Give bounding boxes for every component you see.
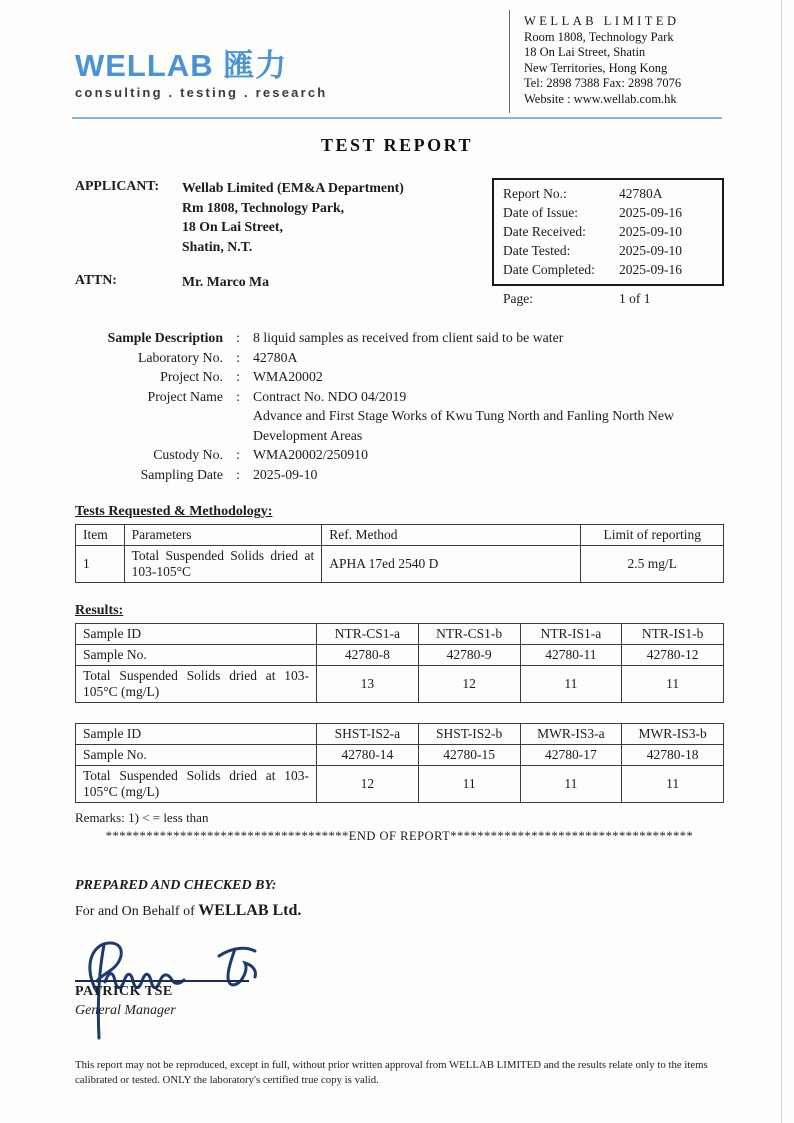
applicant-line: Shatin, N.T. <box>182 238 253 254</box>
tests-table <box>75 524 724 583</box>
tss-parameter-label: Total Suspended Solids dried at 103-105°C (mg/L) <box>76 766 317 803</box>
sample-id-label: Sample ID <box>76 724 317 745</box>
date-tested-value: 2025-09-10 <box>619 243 682 258</box>
colon: : <box>236 330 240 345</box>
continuation-label <box>75 406 223 445</box>
tss-value: 11 <box>622 666 724 703</box>
sample-no-label: Sample No. <box>76 745 317 766</box>
results1-sample-no-row <box>76 645 724 666</box>
project-no-label: Project No. <box>160 369 223 384</box>
header-divider <box>72 117 722 119</box>
sample-id: NTR-CS1-a <box>317 624 419 645</box>
date-received-value: 2025-09-10 <box>619 224 682 239</box>
wellab-logo-text: WELLAB 匯力 <box>75 48 288 83</box>
sample-no: 42780-14 <box>317 745 419 766</box>
logo-tagline: consulting . testing . research <box>75 85 328 100</box>
results1-header-row <box>76 624 724 645</box>
applicant-section <box>75 178 724 308</box>
company-address-block <box>509 10 722 113</box>
colon: : <box>236 466 240 482</box>
project-no-value: WMA20002 <box>253 369 323 384</box>
tss-value: 11 <box>418 766 520 803</box>
wellab-logo <box>75 10 509 113</box>
sample-id: NTR-IS1-a <box>520 624 622 645</box>
applicant-line: Rm 1808, Technology Park, <box>182 199 345 215</box>
results2-header-row <box>76 724 724 745</box>
page-title: TEST REPORT <box>320 135 474 155</box>
signature-block <box>75 934 724 1044</box>
report-info-column <box>492 178 724 308</box>
colon: : <box>236 349 240 365</box>
laboratory-no-value: 42780A <box>253 349 298 365</box>
on-behalf-line <box>75 902 724 920</box>
sample-id: NTR-IS1-b <box>622 624 724 645</box>
applicant-line: Wellab Limited (EM&A Department) <box>182 180 404 195</box>
tests-heading: Tests Requested & Methodology: <box>75 504 273 519</box>
laboratory-no-label: Laboratory No. <box>137 349 223 365</box>
sample-no: 42780-18 <box>622 745 724 766</box>
attn-label: ATTN: <box>75 272 117 287</box>
page-header <box>0 0 794 113</box>
sample-id-label: Sample ID <box>76 624 317 645</box>
sample-no: 42780-11 <box>520 645 622 666</box>
results-table-2 <box>75 723 724 803</box>
ref-method-cell: APHA 17ed 2540 D <box>322 546 581 583</box>
signatory-name: PATRICK TSE <box>75 984 173 999</box>
footer-disclaimer: This report may not be reproduced, except in full, without prior written approval from WELLAB LIMITED and the results relate only to the items calibrated or tested. ONLY the laboratory's certified true copy is valid. <box>75 1059 708 1086</box>
company-address-line: 18 On Lai Street, Shatin <box>524 45 646 59</box>
report-no-value: 42780A <box>619 186 663 201</box>
colon <box>223 406 253 445</box>
date-received-label: Date Received: <box>503 224 586 239</box>
item-cell: 1 <box>76 546 125 583</box>
applicant-block <box>75 178 404 308</box>
colon: : <box>236 369 240 384</box>
limit-cell: 2.5 mg/L <box>581 546 724 583</box>
date-completed-label: Date Completed: <box>503 262 595 277</box>
tss-value: 11 <box>520 766 622 803</box>
attn-value: Mr. Marco Ma <box>182 274 269 289</box>
company-website-line: Website : www.wellab.com.hk <box>524 91 677 106</box>
signature-line <box>75 980 249 982</box>
company-address-line: Room 1808, Technology Park <box>524 29 674 44</box>
date-completed-value: 2025-09-16 <box>619 262 682 277</box>
page-count-row <box>492 286 724 308</box>
tss-parameter-label: Total Suspended Solids dried at 103-105°C (mg/L) <box>76 666 317 703</box>
sample-id: MWR-IS3-b <box>622 724 724 745</box>
sample-info-block <box>75 328 724 484</box>
tss-value: 11 <box>520 666 622 703</box>
results-table-1 <box>75 623 724 703</box>
sampling-date-label: Sampling Date <box>140 466 223 482</box>
sample-id: SHST-IS2-a <box>317 724 419 745</box>
tests-table-row <box>76 546 724 583</box>
col-ref-method: Ref. Method <box>322 525 581 546</box>
sample-no-label: Sample No. <box>76 645 317 666</box>
custody-no-label: Custody No. <box>153 447 223 462</box>
report-body <box>0 178 794 1044</box>
tss-value: 12 <box>317 766 419 803</box>
prepared-checked-label: PREPARED AND CHECKED BY: <box>75 878 277 893</box>
colon: : <box>236 388 240 404</box>
results2-tss-row <box>76 766 724 803</box>
project-name-value: Contract No. NDO 04/2019 <box>253 388 407 404</box>
project-name-continuation: Advance and First Stage Works of Kwu Tung North and Fanling North New Development Areas <box>253 408 674 443</box>
custody-no-value: WMA20002/250910 <box>253 447 368 462</box>
project-name-label: Project Name <box>147 388 223 404</box>
remarks: Remarks: 1) < = less than <box>75 810 209 825</box>
page-value: 1 of 1 <box>619 291 651 306</box>
applicant-address <box>182 178 404 256</box>
date-of-issue-value: 2025-09-16 <box>619 205 682 220</box>
date-tested-label: Date Tested: <box>503 243 571 258</box>
sample-no: 42780-9 <box>418 645 520 666</box>
report-no-label: Report No.: <box>503 186 567 201</box>
page-label: Page: <box>503 291 533 306</box>
col-parameters: Parameters <box>124 525 322 546</box>
end-of-report-line: ************************************END OF REPORT************************************ <box>105 829 694 843</box>
signatory-title: General Manager <box>75 1003 176 1018</box>
behalf-prefix: For and On Behalf of <box>75 904 199 919</box>
scan-edge-artifact <box>781 0 782 1123</box>
company-name-bold: WELLAB Ltd. <box>198 902 302 919</box>
company-address-line: New Territories, Hong Kong <box>524 60 668 75</box>
parameter-cell: Total Suspended Solids dried at 103-105°C <box>124 546 322 583</box>
tests-table-header-row <box>76 525 724 546</box>
tss-value: 13 <box>317 666 419 703</box>
sample-no: 42780-12 <box>622 645 724 666</box>
sample-no: 42780-17 <box>520 745 622 766</box>
report-info-box <box>492 178 724 286</box>
applicant-line: 18 On Lai Street, <box>182 219 283 234</box>
sample-no: 42780-8 <box>317 645 419 666</box>
col-item: Item <box>76 525 125 546</box>
results-heading: Results: <box>75 603 124 618</box>
col-limit: Limit of reporting <box>581 525 724 546</box>
date-of-issue-label: Date of Issue: <box>503 205 578 220</box>
sample-description-value: 8 liquid samples as received from client said to be water <box>253 330 564 345</box>
sample-description-label: Sample Description <box>107 330 223 345</box>
applicant-label: APPLICANT: <box>75 178 160 193</box>
colon: : <box>236 447 240 462</box>
results1-tss-row <box>76 666 724 703</box>
tss-value: 11 <box>622 766 724 803</box>
sample-id: NTR-CS1-b <box>418 624 520 645</box>
company-name: WELLAB LIMITED <box>524 14 680 28</box>
sampling-date-value: 2025-09-10 <box>253 466 318 482</box>
sample-id: MWR-IS3-a <box>520 724 622 745</box>
tss-value: 12 <box>418 666 520 703</box>
results2-sample-no-row <box>76 745 724 766</box>
sample-id: SHST-IS2-b <box>418 724 520 745</box>
company-phone-line: Tel: 2898 7388 Fax: 2898 7076 <box>524 76 682 90</box>
sample-no: 42780-15 <box>418 745 520 766</box>
